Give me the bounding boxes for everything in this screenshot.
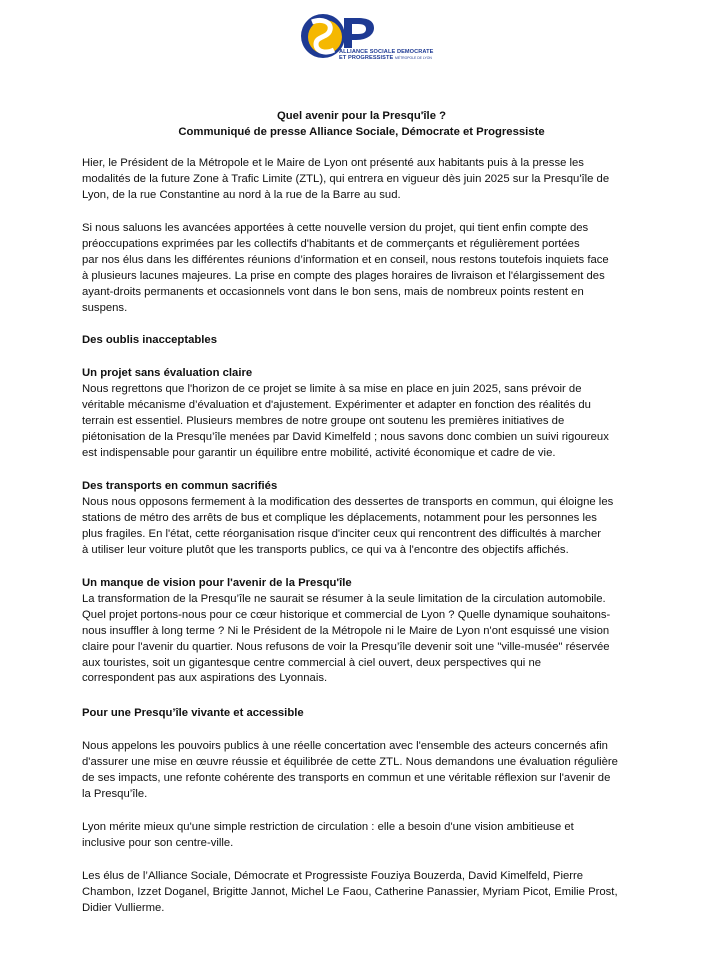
section-heading: Un manque de vision pour l'avenir de la Presqu'île: [82, 577, 352, 589]
text-line: d'assurer une mise en œuvre réussie et équilibrée de cette ZTL. Nous demandons une évaluation régulière: [82, 755, 618, 768]
text-line: à utiliser leur voiture plutôt que les transports publics, ce qui va à l'encontre des objectifs affichés.: [82, 543, 569, 556]
text-line: Nous regrettons que l'horizon de ce projet se limite à sa mise en place en juin 2025, sans prévoir de: [82, 382, 582, 395]
text-line: piétonisation de la Presqu’île menées par David Kimelfeld ; nous savons donc combien un suivi rigoureux: [82, 430, 609, 443]
logo-wordmark: [339, 49, 449, 62]
text-line: aux touristes, soit un gigantesque centre commercial à ciel ouvert, deux perspectives qui ne: [82, 656, 542, 669]
section-vision: [82, 576, 642, 687]
text-line: Lyon mérite mieux qu'une simple restriction de circulation : elle a besoin d'une vision ambitieuse et: [82, 821, 574, 833]
text-line: préoccupations exprimées par les collectifs d'habitants et de commerçants et régulièrement portées: [82, 237, 580, 250]
logo-line-2: ET PROGRESSISTE: [339, 55, 394, 62]
text-line: Quel projet portons-nous pour ce cœur historique et commercial de Lyon ? Quelle dynamique souhaitons-: [82, 608, 611, 621]
logo-line-1: ALLIANCE SOCIALE DEMOCRATE: [339, 49, 434, 55]
document-title-block: [0, 108, 723, 140]
text-line: véritable mécanisme d’évaluation et d'ajustement. Expérimenter et adapter en fonction des réalités du: [82, 398, 591, 411]
closing-paragraph-1: [82, 739, 642, 803]
logo-line-2-small: MÉTROPOLE DE LYON: [395, 56, 432, 61]
text-line: Chambon, Izzet Doganel, Brigitte Jannot, Michel Le Faou, Catherine Panassier, Myriam Picot, Emilie Prost,: [82, 885, 618, 898]
text-line: Didier Vullierme.: [82, 901, 165, 914]
section-heading-vivante: Pour une Presqu’île vivante et accessible: [82, 707, 304, 719]
intro-paragraph-1: [82, 156, 642, 204]
text-line: modalités de la future Zone à Trafic Limite (ZTL), qui entrera en vigueur dès juin 2025 sur la Presqu'île de: [82, 172, 610, 185]
text-line: Nous appelons les pouvoirs publics à une réelle concertation avec l'ensemble des acteurs concernés afin: [82, 740, 608, 752]
section-heading-oublis: Des oublis inacceptables: [82, 334, 217, 346]
text-line: terrain est essentiel. Plusieurs membres de notre groupe ont soutenu les premières initiatives de: [82, 414, 565, 427]
document-subtitle: Communiqué de presse Alliance Sociale, Démocrate et Progressiste: [178, 126, 545, 138]
section-evaluation: [82, 366, 642, 461]
text-line: Les élus de l’Alliance Sociale, Démocrate et Progressiste Fouziya Bouzerda, David Kimelfeld, Pierre: [82, 870, 584, 882]
section-heading: Un projet sans évaluation claire: [82, 367, 253, 379]
asdp-logo: [298, 14, 438, 64]
document-title: Quel avenir pour la Presqu'île ?: [276, 110, 447, 122]
text-line: suspens.: [82, 301, 128, 314]
signatories-paragraph: [82, 869, 642, 917]
text-line: par nos élus dans les différentes réunions d’information et en conseil, nous restons toutefois inquiets face: [82, 253, 609, 266]
text-line: correspondent pas aux aspirations des Lyonnais.: [82, 672, 328, 685]
intro-paragraph-2: [82, 221, 642, 316]
text-line: la Presqu’île.: [82, 787, 148, 800]
text-line: ayant-droits permanents et occasionnels vont dans le bon sens, mais de nombreux points restent en: [82, 285, 584, 298]
text-line: Nous nous opposons fermement à la modification des dessertes de transports en commun, qui éloigne les: [82, 495, 614, 508]
text-line: Si nous saluons les avancées apportées à cette nouvelle version du projet, qui tient enfin compte des: [82, 222, 589, 234]
text-line: de ses impacts, une refonte cohérente des transports en commun et une véritable réflexion sur l'avenir de: [82, 771, 611, 784]
closing-paragraph-2: [82, 820, 642, 852]
text-line: plus fragiles. En l'état, cette réorganisation risque d'inciter ceux qui rencontrent des difficultés à marcher: [82, 527, 602, 540]
text-line: est indispensable pour garantir un équilibre entre mobilité, activité économique et cadre de vie.: [82, 446, 556, 459]
text-line: La transformation de la Presqu’île ne saurait se résumer à la seule limitation de la circulation automobile.: [82, 592, 606, 605]
text-line: à plusieurs lacunes majeures. La prise en compte des plages horaires de livraison et l'élargissement des: [82, 269, 605, 282]
text-line: Lyon, de la rue Constantine au nord à la rue de la Barre au sud.: [82, 188, 401, 201]
section-heading: Des transports en commun sacrifiés: [82, 480, 278, 492]
text-line: nous insuffler à long terme ? Ni le Président de la Métropole ni le Maire de Lyon n'ont esquissé une vision: [82, 624, 610, 637]
text-line: Hier, le Président de la Métropole et le Maire de Lyon ont présenté aux habitants puis à la presse les: [82, 157, 584, 169]
text-line: claire pour l'avenir du quartier. Nous refusons de voir la Presqu’île devenir soit une "ville-musée" réservée: [82, 640, 610, 653]
text-line: stations de métro des arrêts de bus et complique les déplacements, notamment pour les personnes les: [82, 511, 597, 524]
section-transports: [82, 479, 642, 559]
text-line: inclusive pour son centre-ville.: [82, 836, 234, 849]
